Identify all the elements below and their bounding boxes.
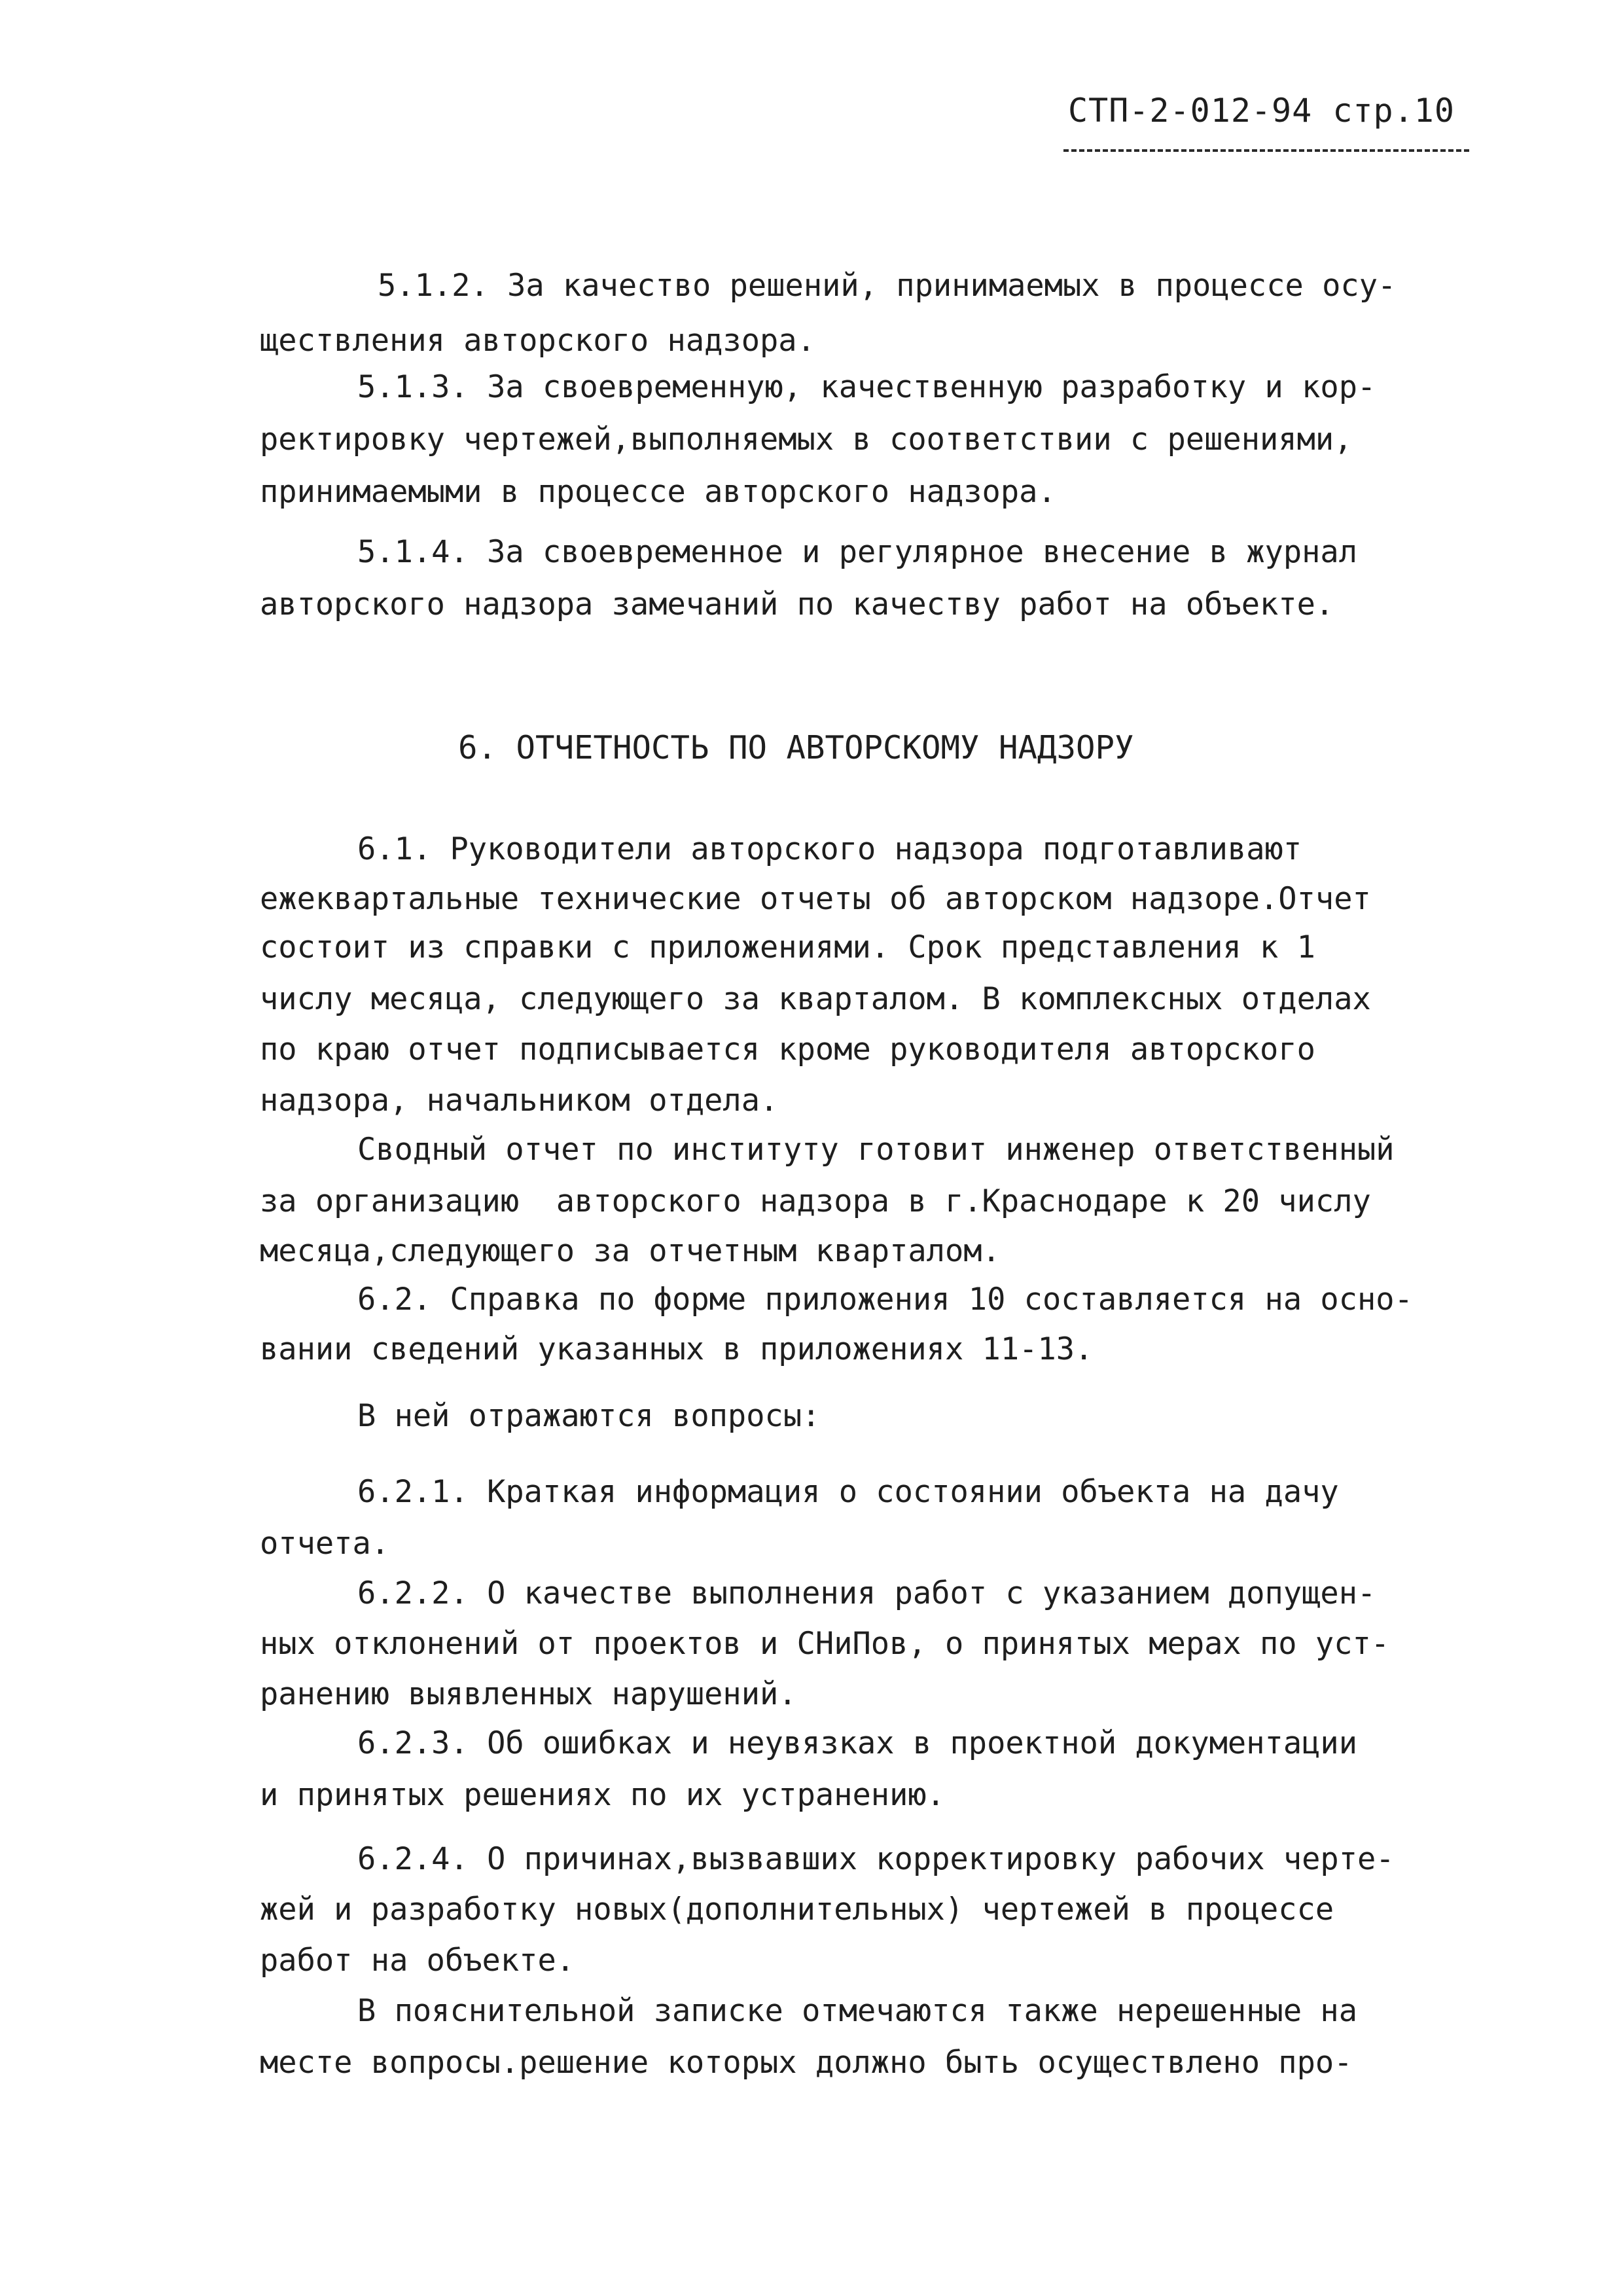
text-line: ных отклонений от проектов и СНиПов, о принятых мерах по уст- xyxy=(260,1626,1390,1662)
text-line: 6.2.1. Краткая информация о состоянии объекта на дачу xyxy=(357,1474,1339,1510)
text-line: и принятых решениях по их устранению. xyxy=(260,1777,945,1813)
text-line: 6.1. Руководители авторского надзора подготавливают xyxy=(357,831,1302,867)
text-line: ежеквартальные технические отчеты об авторском надзоре.Отчет xyxy=(260,881,1371,917)
text-line: авторского надзора замечаний по качеству работ на объекте. xyxy=(260,586,1334,622)
text-line: ректировку чертежей,выполняемых в соответствии с решениями, xyxy=(260,422,1353,457)
text-line: по краю отчет подписывается кроме руководителя авторского xyxy=(260,1031,1315,1067)
text-line: В пояснительной записке отмечаются также нерешенные на xyxy=(357,1993,1358,2029)
section-title: 6. ОТЧЕТНОСТЬ ПО АВТОРСКОМУ НАДЗОРУ xyxy=(458,729,1134,766)
text-line: ранению выявленных нарушений. xyxy=(260,1676,797,1712)
text-line: 5.1.3. За своевременную, качественную разработку и кор- xyxy=(357,369,1376,405)
text-line: принимаемыми в процессе авторского надзора. xyxy=(260,474,1056,510)
text-line: месте вопросы.решение которых должно быть осуществлено про- xyxy=(260,2045,1353,2081)
text-line: 6.2. Справка по форме приложения 10 составляется на осно- xyxy=(357,1282,1413,1318)
text-line: месяца,следующего за отчетным кварталом. xyxy=(260,1233,1001,1269)
text-line: состоит из справки с приложениями. Срок представления к 1 xyxy=(260,929,1315,965)
text-line: жей и разработку новых(дополнительных) чертежей в процессе xyxy=(260,1892,1334,1928)
text-line: Сводный отчет по институту готовит инженер ответственный xyxy=(357,1132,1395,1168)
page-header-doc-ref: СТП-2-012-94 стр.10 xyxy=(1068,92,1455,130)
text-line: ществления авторского надзора. xyxy=(260,323,815,359)
text-line: числу месяца, следующего за кварталом. В комплексных отделах xyxy=(260,981,1371,1017)
text-line: вании сведений указанных в приложениях 11-13. xyxy=(260,1331,1094,1367)
text-line: 6.2.2. О качестве выполнения работ с указанием допущен- xyxy=(357,1575,1376,1611)
header-underline xyxy=(1063,149,1469,152)
text-line: 5.1.4. За своевременное и регулярное внесение в журнал xyxy=(357,534,1358,570)
text-line: 6.2.4. О причинах,вызвавших корректировку рабочих черте- xyxy=(357,1841,1395,1877)
text-line: В ней отражаются вопросы: xyxy=(357,1398,821,1434)
text-line: за организацию авторского надзора в г.Краснодаре к 20 числу xyxy=(260,1183,1371,1219)
text-line: 5.1.2. За качество решений, принимаемых в процессе осу- xyxy=(378,268,1397,304)
text-line: надзора, начальником отдела. xyxy=(260,1083,779,1119)
text-line: 6.2.3. Об ошибках и неувязках в проектной документации xyxy=(357,1725,1358,1761)
text-line: работ на объекте. xyxy=(260,1943,575,1979)
text-line: отчета. xyxy=(260,1526,390,1562)
